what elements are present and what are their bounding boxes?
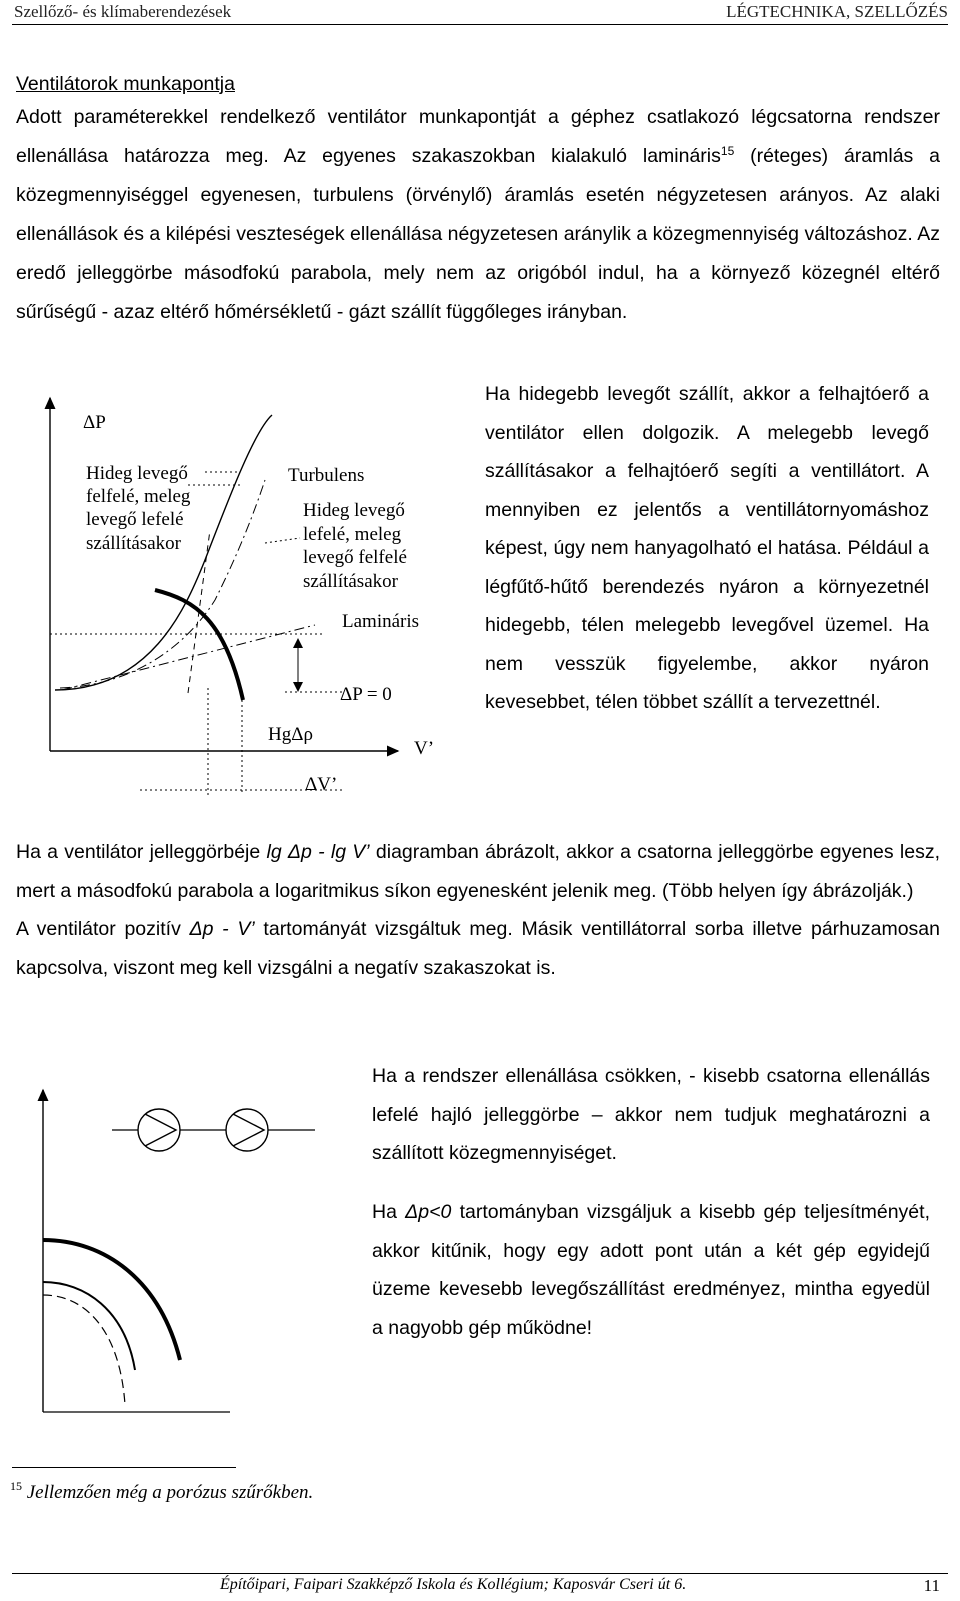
dp-zero-label: ΔP = 0 (340, 684, 392, 705)
leader-right-note (265, 538, 300, 543)
paragraph-resistance: Ha a rendszer ellenállása csökken, - kisebb csatorna ellenállás lefelé hajló jelleggörbe – akkor nem tudjuk meghatározni a szállított közegmennyiséget. (372, 1065, 930, 1165)
paragraph-intro (16, 98, 940, 332)
fan-curve-small (43, 1282, 135, 1370)
right-note-line-2: lefelé, meleg (303, 524, 402, 545)
running-header-right: LÉGTECHNIKA, SZELLŐZÉS (726, 2, 948, 21)
short-dashed-line (188, 530, 210, 693)
paragraph-buoyancy: Ha hidegebb levegőt szállít, akkor a felhajtóerő a ventilátor ellen dolgozik. A melegebb levegő szállításakor a felhajtóerő segíti a ventillátort. A mennyiben ez jelentős a ventillátornyomáshoz képest, úgy nem hanyagolható el hatása. Például a légfűtő-hűtő berendezés nyáron a környezetnél hidegebb, télen melegebb levegővel üzemel. Ha nem vesszük figyelembe, akkor nyáron kevesebbet, télen többet szállít a tervezettnél. (485, 383, 929, 713)
fan-curve-large (43, 1240, 180, 1360)
hg-label: HgΔρ (268, 724, 313, 745)
fan-symbol-1 (138, 1109, 180, 1151)
y-axis-label: ΔP (83, 412, 106, 433)
left-note-line-4: szállításakor (86, 533, 181, 554)
neg-text-b: Δp<0 (405, 1201, 452, 1223)
paragraph-intro-text-2: (réteges) áramlás a közegmennyiséggel egyenesen, turbulens (örvénylő) áramlás esetén négyzetesen arányos. Az alaki ellenállások és a kilépési veszteségek ellenállása négyzetesen aránylik a közegmennyiség változáshoz. Az eredő jelleggörbe másodfokú parabola, mely nem az origóból indul, ha a környező közegnél eltérő sűrűségű - azaz eltérő hőmérsékletű - gázt szállít függőleges irányban. (16, 145, 940, 323)
right-note-line-1: Hideg levegő (303, 500, 405, 521)
footer-school: Építőipari, Faipari Szakképző Iskola és Kollégium; Kaposvár Cseri út 6. (220, 1576, 687, 1593)
paragraph-negative-range (372, 1193, 930, 1347)
delta-v-label: ΔV’ (305, 774, 338, 795)
left-note-line-3: levegő lefelé (86, 509, 184, 530)
fan-symbol-2 (226, 1109, 268, 1151)
right-note-line-4: szállításakor (303, 571, 398, 592)
left-note-line-1: Hideg levegő (86, 463, 188, 484)
paragraph-log-diagram (16, 833, 940, 987)
footnote-text: Jellemzően még a porózus szűrőkben. (26, 1482, 314, 1503)
footnote-rule (12, 1467, 236, 1468)
log-text-a: Ha a ventilátor jelleggörbéje (16, 841, 267, 863)
combined-curve (43, 1295, 125, 1405)
left-note-line-2: felfelé, meleg (86, 486, 191, 507)
x-axis-label: V’ (414, 738, 435, 759)
header-rule (12, 24, 948, 25)
fan-series-diagram (30, 1080, 360, 1430)
log-text-f: tartományát vizsgáltuk meg. Másik ventillátorral sorba illetve párhuzamosan kapcsolva, viszont meg kell vizsgálni a negatív szakaszokat is. (16, 918, 940, 979)
footnote (10, 1479, 314, 1504)
log-text-b: lg Δp - lg V’ (266, 841, 370, 863)
turbulent-label: Turbulens (288, 465, 365, 486)
characteristic-curve-diagram (30, 380, 485, 810)
footnote-ref: 15 (720, 144, 735, 158)
paragraph-intro-text: Adott paraméterekkel rendelkező ventilátor munkapontját a géphez csatlakozó légcsatorna rendszer ellenállása határozza meg. Az egyenes szakaszokban kialakuló lamináris (16, 106, 940, 167)
footnote-number: 15 (10, 1479, 22, 1493)
footer-rule (12, 1573, 948, 1574)
section-title: Ventilátorok munkapontja (16, 73, 235, 95)
running-header-left: Szellőző- és klímaberendezések (14, 2, 232, 21)
laminar-label: Lamináris (342, 611, 420, 632)
log-text-d: A ventilátor pozitív (16, 918, 190, 941)
log-text-c: diagramban ábrázolt, akkor a csatorna jelleggörbe egyenes lesz, mert a másodfokú parabola a logaritmikus síkon egyenesként jelenik meg. (Több helyen így ábrázolják.) (16, 841, 940, 902)
neg-text-a: Ha (372, 1201, 406, 1223)
page-number: 11 (923, 1576, 940, 1595)
fan-curve (155, 590, 243, 700)
right-note-line-3: levegő felfelé (303, 547, 407, 568)
log-text-e: Δp - V’ (189, 918, 255, 941)
laminar-line (62, 625, 315, 690)
neg-text-c: tartományban vizsgáljuk a kisebb gép teljesítményét, akkor kitűnik, hogy egy adott pont után a két gép egyidejű üzeme kevesebb levegőszállítást eredményez, mintha egyedül a nagyobb gép működne! (372, 1201, 930, 1339)
